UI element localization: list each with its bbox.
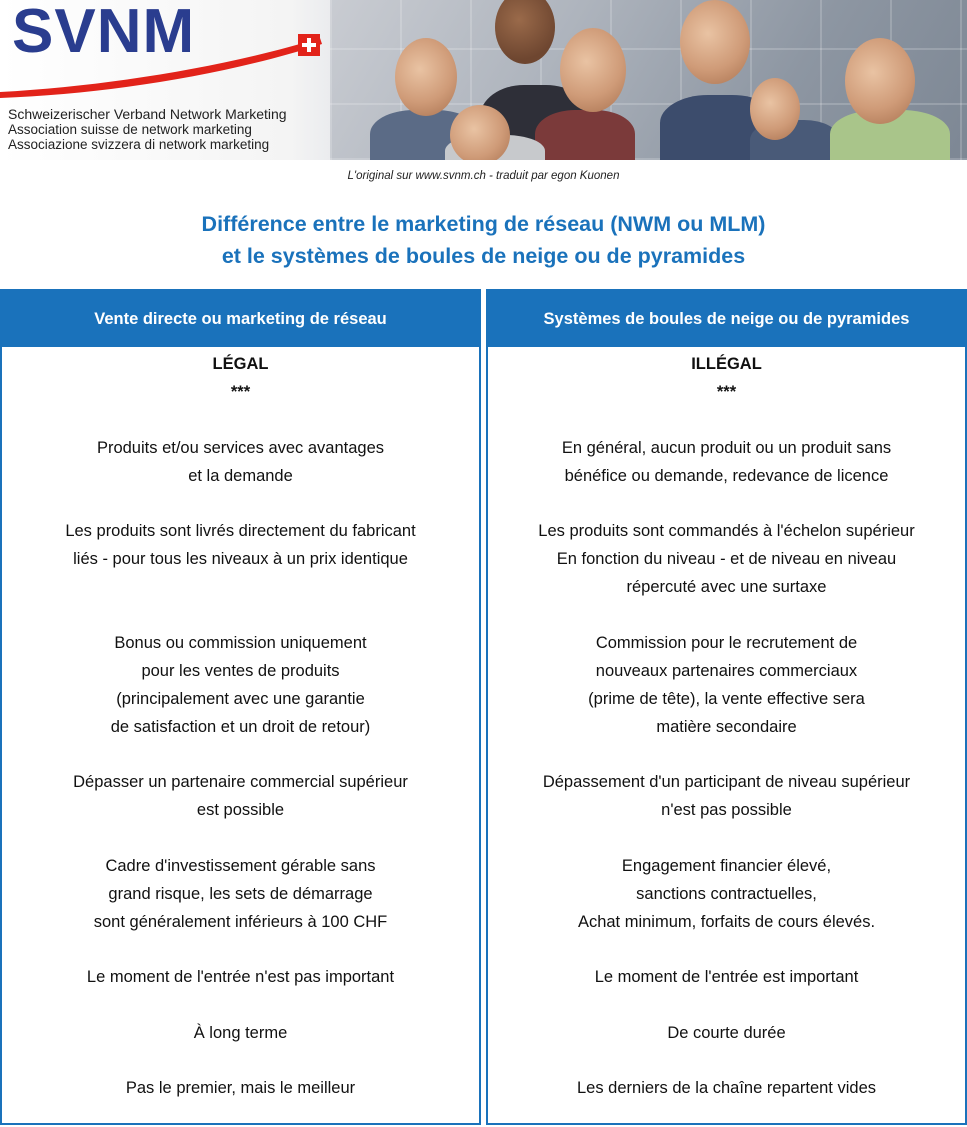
legal-column-header: Vente directe ou marketing de réseau — [2, 291, 479, 347]
legal-point: Dépasser un partenaire commercial supérieur est possible — [73, 773, 408, 819]
illegal-point: Le moment de l'entrée est important — [594, 968, 859, 986]
svnm-logo: SVNM — [12, 0, 196, 66]
association-names — [8, 107, 287, 152]
legal-stars: *** — [230, 383, 251, 401]
legal-point: Produits et/ou services avec avantages et la demande — [96, 439, 385, 485]
team-photo — [330, 0, 967, 160]
legal-point: Pas le premier, mais le meilleur — [125, 1079, 356, 1097]
legal-point: À long terme — [193, 1024, 288, 1042]
illegal-column — [486, 289, 967, 1125]
legal-point: Le moment de l'entrée n'est pas important — [86, 968, 395, 986]
title-line-2: et le systèmes de boules de neige ou de pyramides — [221, 244, 746, 268]
legal-point: Bonus ou commission uniquement pour les ventes de produits (principalement avec une garantie de satisfaction et un droit de retour) — [110, 634, 371, 736]
illegal-point: Les derniers de la chaîne repartent vides — [576, 1079, 876, 1097]
credit-line: L'original sur www.svnm.ch - traduit par egon Kuonen — [347, 170, 620, 182]
illegal-column-header: Systèmes de boules de neige ou de pyramides — [488, 291, 965, 347]
association-name-fr: Association suisse de network marketing — [8, 122, 252, 137]
association-name-de: Schweizerischer Verband Network Marketing — [8, 106, 287, 122]
illegal-point: De courte durée — [667, 1024, 786, 1042]
illegal-point: Commission pour le recrutement de nouveaux partenaires commerciaux (prime de tête), la vente effective sera matière secondaire — [588, 634, 865, 736]
page-title — [0, 208, 967, 272]
legal-status: LÉGAL — [212, 355, 269, 373]
illegal-stars: *** — [716, 383, 737, 401]
swiss-flag-icon — [298, 34, 320, 56]
legal-point: Cadre d'investissement gérable sans grand risque, les sets de démarrage sont généralement inférieurs à 100 CHF — [93, 857, 388, 931]
association-name-it: Associazione svizzera di network marketing — [8, 137, 270, 152]
illegal-status: ILLÉGAL — [691, 355, 762, 373]
illegal-point: En général, aucun produit ou un produit sans bénéfice ou demande, redevance de licence — [561, 439, 892, 485]
title-line-1: Différence entre le marketing de réseau (NWM ou MLM) — [201, 212, 766, 236]
illegal-point: Engagement financier élevé, sanctions contractuelles, Achat minimum, forfaits de cours élevés. — [577, 857, 876, 931]
legal-point: Les produits sont livrés directement du fabricant liés - pour tous les niveaux à un prix identique — [65, 522, 416, 568]
legal-column — [0, 289, 481, 1125]
illegal-point: Les produits sont commandés à l'échelon supérieur En fonction du niveau - et de niveau en niveau répercuté avec une surtaxe — [538, 522, 915, 596]
header-banner — [0, 0, 967, 160]
illegal-point: Dépassement d'un participant de niveau supérieur n'est pas possible — [542, 773, 911, 819]
